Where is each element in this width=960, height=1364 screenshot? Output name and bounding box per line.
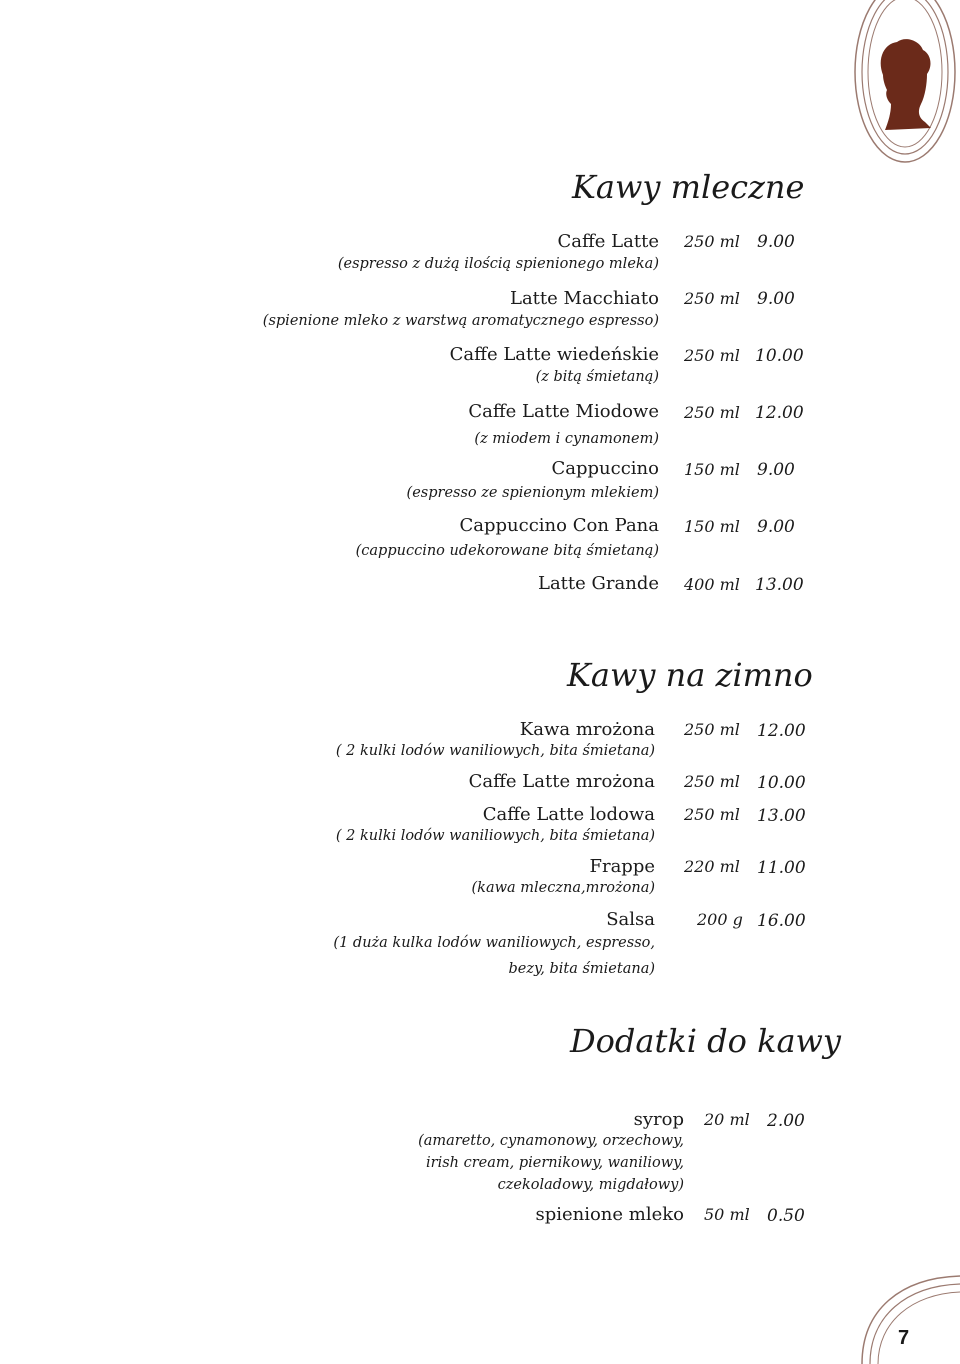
item-name: Caffe Latte mrożona	[468, 771, 655, 792]
item-volume: 220 ml	[684, 857, 740, 876]
item-name: Cappuccino	[551, 458, 659, 479]
item-price: 10.00	[755, 346, 804, 366]
item-price: 2.00	[767, 1111, 805, 1131]
corner-arc-ornament-icon	[860, 1270, 960, 1364]
item-volume: 250 ml	[684, 720, 740, 739]
item-name: Kawa mrożona	[519, 719, 655, 740]
item-price: 13.00	[755, 575, 804, 595]
item-volume: 200 g	[697, 910, 743, 929]
item-name: Cappuccino Con Pana	[459, 515, 659, 536]
page-number: 7	[898, 1327, 910, 1349]
item-price: 10.00	[757, 773, 806, 793]
item-name: syrop	[633, 1109, 684, 1130]
item-price: 0.50	[767, 1206, 805, 1226]
item-volume: 250 ml	[684, 232, 740, 251]
item-volume: 400 ml	[684, 575, 740, 594]
item-price: 16.00	[757, 911, 806, 931]
item-name: Latte Grande	[537, 573, 659, 594]
item-description: (spienione mleko z warstwą aromatycznego espresso)	[262, 313, 659, 329]
item-name: spienione mleko	[535, 1204, 684, 1225]
item-volume: 150 ml	[684, 460, 740, 479]
item-description: (espresso ze spienionym mlekiem)	[406, 485, 659, 501]
item-description: (z bitą śmietaną)	[535, 369, 659, 385]
item-name: Caffe Latte	[557, 231, 659, 252]
item-description: (kawa mleczna,mrożona)	[471, 880, 655, 896]
item-name: Latte Macchiato	[509, 288, 659, 309]
woman-silhouette-cameo-icon	[845, 0, 960, 170]
item-volume: 50 ml	[704, 1205, 750, 1224]
section-title-kawy-mleczne: Kawy mleczne	[572, 168, 805, 206]
item-name: Salsa	[606, 909, 655, 930]
item-volume: 250 ml	[684, 805, 740, 824]
section-title-dodatki-do-kawy: Dodatki do kawy	[570, 1022, 841, 1060]
item-description: ( 2 kulki lodów waniliowych, bita śmietana)	[335, 828, 655, 844]
item-description: (1 duża kulka lodów waniliowych, espresso,	[333, 935, 655, 951]
item-description: ( 2 kulki lodów waniliowych, bita śmietana)	[335, 743, 655, 759]
item-price: 13.00	[757, 806, 806, 826]
item-description: (amaretto, cynamonowy, orzechowy,	[418, 1133, 684, 1149]
item-price: 9.00	[757, 460, 795, 480]
item-name: Caffe Latte wiedeńskie	[449, 344, 659, 365]
item-name: Frappe	[589, 856, 655, 877]
item-price: 11.00	[757, 858, 806, 878]
item-description: (z miodem i cynamonem)	[474, 431, 659, 447]
item-description-line-2: bezy, bita śmietana)	[508, 961, 655, 977]
item-volume: 250 ml	[684, 289, 740, 308]
item-description-line-2: irish cream, piernikowy, waniliowy,	[426, 1155, 684, 1171]
item-volume: 20 ml	[704, 1110, 750, 1129]
item-description-line-3: czekoladowy, migdałowy)	[497, 1177, 684, 1193]
item-name: Caffe Latte lodowa	[482, 804, 655, 825]
item-price: 9.00	[757, 517, 795, 537]
item-price: 12.00	[755, 403, 804, 423]
item-volume: 250 ml	[684, 346, 740, 365]
item-description: (espresso z dużą ilością spienionego mleka)	[337, 256, 659, 272]
item-volume: 250 ml	[684, 772, 740, 791]
item-volume: 150 ml	[684, 517, 740, 536]
item-price: 9.00	[757, 289, 795, 309]
item-name: Caffe Latte Miodowe	[468, 401, 659, 422]
section-title-kawy-na-zimno: Kawy na zimno	[567, 656, 813, 694]
item-price: 9.00	[757, 232, 795, 252]
item-description: (cappuccino udekorowane bitą śmietaną)	[355, 543, 659, 559]
item-volume: 250 ml	[684, 403, 740, 422]
item-price: 12.00	[757, 721, 806, 741]
